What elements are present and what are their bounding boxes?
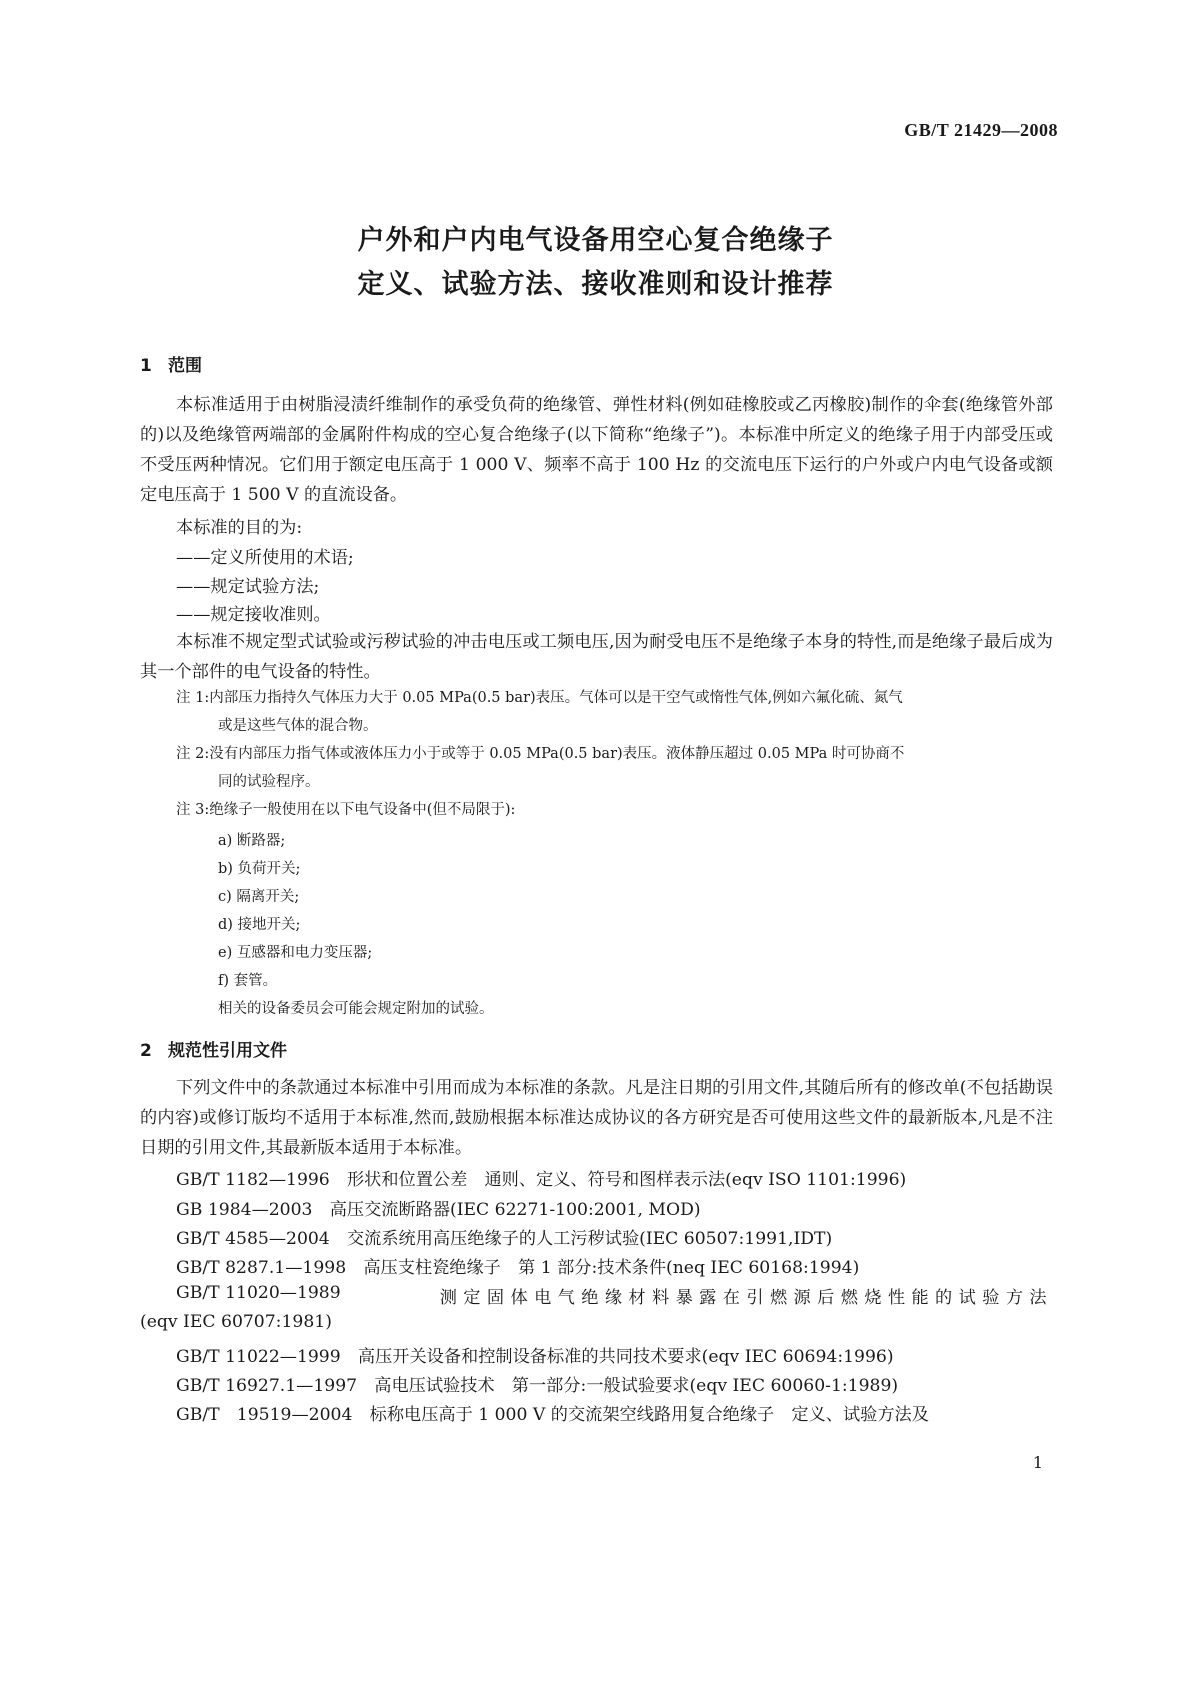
reference-title: 高压支柱瓷绝缘子 第 1 部分:技术条件(neq IEC 60168:1994)	[363, 1258, 860, 1278]
reference-title: 交流系统用高压绝缘子的人工污秽试验(IEC 60507:1991,IDT)	[346, 1229, 833, 1249]
document-title-line-2: 定义、试验方法、接收准则和设计推荐	[357, 269, 834, 300]
reference-item	[176, 1342, 894, 1367]
reference-item	[176, 1371, 898, 1396]
reference-code: GB/T 11020—1989	[176, 1283, 341, 1303]
reference-item	[176, 1283, 1053, 1308]
reference-title: 测定固体电气绝缘材料暴露在引燃源后燃烧性能的试验方法	[439, 1288, 1053, 1308]
note-3-item: c) 隔离开关;	[218, 889, 300, 905]
note-1: 注 1:内部压力指持久气体压力大于 0.05 MPa(0.5 bar)表压。气体可以是干空气或惰性气体,例如六氟化硫、氮气	[176, 690, 903, 706]
note-3: 注 3:绝缘子一般使用在以下电气设备中(但不局限于):	[176, 802, 516, 818]
reference-item	[176, 1195, 701, 1220]
section-2-number: 2	[140, 1041, 152, 1061]
reference-code: GB/T 11022—1999	[176, 1347, 341, 1367]
note-3-item: f) 套管。	[218, 973, 278, 989]
reference-code: GB 1984—2003	[176, 1200, 313, 1220]
note-3-item: a) 断路器;	[218, 833, 286, 849]
section-1-number: 1	[140, 356, 152, 376]
note-2-continuation: 同的试验程序。	[218, 774, 320, 790]
reference-title: 高电压试验技术 第一部分:一般试验要求(eqv IEC 60060-1:1989)	[374, 1376, 899, 1396]
purpose-item-2: ——规定试验方法;	[176, 577, 320, 597]
document-title-line-1: 户外和户内电气设备用空心复合绝缘子	[357, 225, 834, 256]
reference-code: GB/T 8287.1—1998	[176, 1258, 347, 1278]
standard-code: GB/T 21429—2008	[904, 120, 1058, 140]
reference-continuation: (eqv IEC 60707:1981)	[140, 1312, 332, 1332]
scope-paragraph-2: 本标准不规定型式试验或污秽试验的冲击电压或工频电压,因为耐受电压不是绝缘子本身的特性,而是绝缘子最后成为其一个部件的电气设备的特性。	[140, 632, 1053, 682]
purpose-item-3: ——规定接收准则。	[176, 605, 331, 625]
reference-code: GB/T 19519—2004	[176, 1405, 353, 1425]
reference-code: GB/T 1182—1996	[176, 1170, 330, 1190]
reference-title: 标称电压高于 1 000 V 的交流架空线路用复合绝缘子 定义、试验方法及	[369, 1405, 929, 1425]
reference-title: 形状和位置公差 通则、定义、符号和图样表示法(eqv ISO 1101:1996)	[346, 1170, 907, 1190]
reference-item	[176, 1253, 859, 1278]
note-3-tail: 相关的设备委员会可能会规定附加的试验。	[218, 1001, 494, 1017]
purpose-item-1: ——定义所使用的术语;	[176, 548, 354, 568]
page-number: 1	[1032, 1453, 1043, 1472]
reference-code: GB/T 4585—2004	[176, 1229, 330, 1249]
section-1-heading	[140, 351, 202, 376]
section-2-heading	[140, 1036, 287, 1061]
reference-title: 高压交流断路器(IEC 62271-100:2001, MOD)	[329, 1200, 701, 1220]
reference-item	[176, 1224, 832, 1249]
reference-title: 高压开关设备和控制设备标准的共同技术要求(eqv IEC 60694:1996)	[357, 1347, 894, 1367]
note-2: 注 2:没有内部压力指气体或液体压力小于或等于 0.05 MPa(0.5 bar)表压。液体静压超过 0.05 MPa 时可协商不	[176, 746, 905, 762]
reference-item	[176, 1165, 906, 1190]
reference-code: GB/T 16927.1—1997	[176, 1376, 358, 1396]
note-3-item: b) 负荷开关;	[218, 861, 301, 877]
section-1-title: 范围	[168, 356, 202, 376]
reference-item	[176, 1400, 929, 1425]
purpose-line: 本标准的目的为:	[176, 518, 303, 538]
scope-paragraph: 本标准适用于由树脂浸渍纤维制作的承受负荷的绝缘管、弹性材料(例如硅橡胶或乙丙橡胶)制作的伞套(绝缘管外部的)以及绝缘管两端部的金属附件构成的空心复合绝缘子(以下简称“绝缘子”)。本标准中所定义的绝缘子用于内部受压或不受压两种情况。它们用于额定电压高于 1 000 V、频率不高于 100 Hz 的交流电压下运行的户外或户内电气设备或额定电压高于 1 500 V 的直流设备。	[140, 395, 1053, 505]
note-1-continuation: 或是这些气体的混合物。	[218, 718, 378, 734]
references-paragraph: 下列文件中的条款通过本标准中引用而成为本标准的条款。凡是注日期的引用文件,其随后所有的修改单(不包括勘误的内容)或修订版均不适用于本标准,然而,鼓励根据本标准达成协议的各方研究是否可使用这些文件的最新版本,凡是不注日期的引用文件,其最新版本适用于本标准。	[140, 1078, 1053, 1158]
note-3-item: d) 接地开关;	[218, 917, 301, 933]
note-3-item: e) 互感器和电力变压器;	[218, 945, 373, 961]
section-2-title: 规范性引用文件	[168, 1041, 287, 1061]
